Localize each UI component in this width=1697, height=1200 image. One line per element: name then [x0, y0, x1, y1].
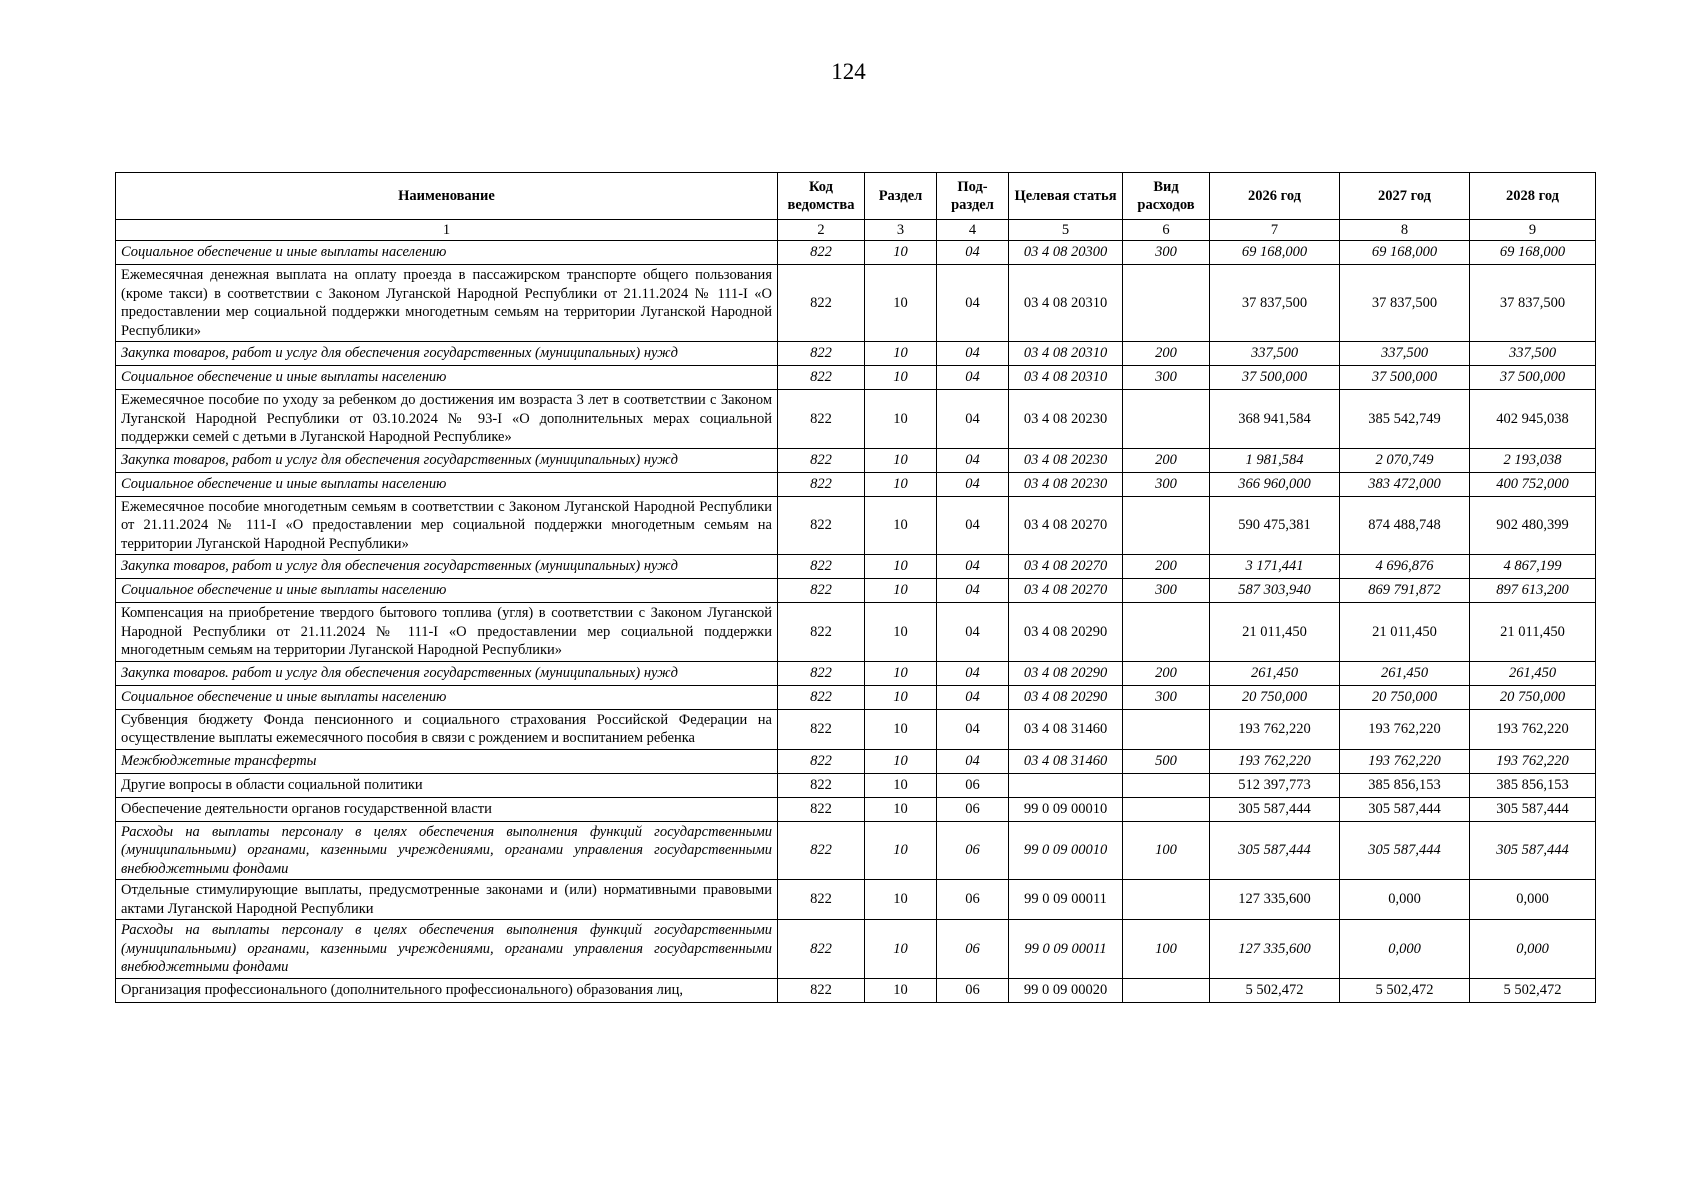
row-amount-2026: 337,500	[1210, 342, 1340, 366]
row-section: 10	[865, 773, 937, 797]
row-amount-2027: 874 488,748	[1340, 496, 1470, 555]
row-expense-type	[1123, 496, 1210, 555]
row-amount-2028: 2 193,038	[1470, 448, 1596, 472]
row-amount-2026: 305 587,444	[1210, 821, 1340, 880]
row-subsection: 06	[937, 797, 1009, 821]
table-row	[116, 821, 1596, 880]
row-dept-code: 822	[778, 448, 865, 472]
row-dept-code: 822	[778, 661, 865, 685]
column-number: 6	[1123, 220, 1210, 241]
row-section: 10	[865, 749, 937, 773]
row-name: Другие вопросы в области социальной политики	[116, 773, 778, 797]
row-amount-2027: 21 011,450	[1340, 603, 1470, 662]
row-amount-2027: 869 791,872	[1340, 579, 1470, 603]
row-name: Социальное обеспечение и иные выплаты населению	[116, 472, 778, 496]
row-section: 10	[865, 496, 937, 555]
row-expense-type: 300	[1123, 241, 1210, 265]
table-body	[116, 241, 1596, 1003]
row-amount-2028: 69 168,000	[1470, 241, 1596, 265]
row-dept-code: 822	[778, 880, 865, 920]
row-dept-code: 822	[778, 978, 865, 1002]
row-amount-2028: 902 480,399	[1470, 496, 1596, 555]
row-amount-2027: 261,450	[1340, 661, 1470, 685]
row-dept-code: 822	[778, 920, 865, 979]
table-row	[116, 342, 1596, 366]
row-section: 10	[865, 685, 937, 709]
row-amount-2028: 261,450	[1470, 661, 1596, 685]
row-section: 10	[865, 265, 937, 342]
table-row	[116, 773, 1596, 797]
row-dept-code: 822	[778, 709, 865, 749]
row-dept-code: 822	[778, 342, 865, 366]
row-amount-2028: 337,500	[1470, 342, 1596, 366]
row-section: 10	[865, 709, 937, 749]
row-name: Ежемесячное пособие по уходу за ребенком до достижения им возраста 3 лет в соответствии с Законом Луганской Народной Республики от 03.10.2024 № 93-I «О дополнительных мерах социальной поддержки семей с детьми в Луганской Народной Республике»	[116, 390, 778, 449]
row-amount-2027: 385 542,749	[1340, 390, 1470, 449]
row-dept-code: 822	[778, 685, 865, 709]
header-row	[116, 173, 1596, 220]
column-number: 7	[1210, 220, 1340, 241]
row-expense-type: 300	[1123, 366, 1210, 390]
row-subsection: 04	[937, 685, 1009, 709]
row-name: Ежемесячное пособие многодетным семьям в соответствии с Законом Луганской Народной Республики от 21.11.2024 № 111-I «О предоставлении мер социальной поддержки многодетным семьям на территории Луганской Народной Республики»	[116, 496, 778, 555]
row-subsection: 04	[937, 265, 1009, 342]
table-row	[116, 661, 1596, 685]
row-expense-type: 300	[1123, 579, 1210, 603]
row-expense-type	[1123, 880, 1210, 920]
row-name: Расходы на выплаты персоналу в целях обеспечения выполнения функций государственными (муниципальными) органами, казенными учреждениями, органами управления государственными внебюджетными фондами	[116, 821, 778, 880]
row-target-item: 03 4 08 20310	[1009, 342, 1123, 366]
row-name: Социальное обеспечение и иные выплаты населению	[116, 579, 778, 603]
row-expense-type: 500	[1123, 749, 1210, 773]
column-number: 3	[865, 220, 937, 241]
table-row	[116, 555, 1596, 579]
row-amount-2028: 385 856,153	[1470, 773, 1596, 797]
row-expense-type: 200	[1123, 661, 1210, 685]
table-row	[116, 390, 1596, 449]
table-row	[116, 603, 1596, 662]
row-amount-2028: 37 500,000	[1470, 366, 1596, 390]
row-amount-2027: 305 587,444	[1340, 797, 1470, 821]
row-amount-2027: 0,000	[1340, 920, 1470, 979]
row-section: 10	[865, 821, 937, 880]
row-section: 10	[865, 661, 937, 685]
row-dept-code: 822	[778, 390, 865, 449]
row-section: 10	[865, 448, 937, 472]
row-section: 10	[865, 579, 937, 603]
row-amount-2026: 20 750,000	[1210, 685, 1340, 709]
row-amount-2026: 69 168,000	[1210, 241, 1340, 265]
row-target-item: 99 0 09 00020	[1009, 978, 1123, 1002]
row-dept-code: 822	[778, 579, 865, 603]
table-row	[116, 978, 1596, 1002]
row-amount-2028: 402 945,038	[1470, 390, 1596, 449]
row-subsection: 04	[937, 448, 1009, 472]
row-subsection: 04	[937, 555, 1009, 579]
table-row	[116, 366, 1596, 390]
row-subsection: 04	[937, 496, 1009, 555]
row-name: Компенсация на приобретение твердого бытового топлива (угля) в соответствии с Законом Луганской Народной Республики от 21.11.2024 № 111-I «О предоставлении мер социальной поддержки многодетным семьям на территории Луганской Народной Республики»	[116, 603, 778, 662]
row-expense-type: 300	[1123, 472, 1210, 496]
row-target-item: 99 0 09 00011	[1009, 920, 1123, 979]
row-name: Отдельные стимулирующие выплаты, предусмотренные законами и (или) нормативными правовыми актами Луганской Народной Республики	[116, 880, 778, 920]
row-name: Закупка товаров, работ и услуг для обеспечения государственных (муниципальных) нужд	[116, 448, 778, 472]
row-amount-2026: 587 303,940	[1210, 579, 1340, 603]
row-name: Закупка товаров. работ и услуг для обеспечения государственных (муниципальных) нужд	[116, 661, 778, 685]
row-subsection: 04	[937, 661, 1009, 685]
row-name: Межбюджетные трансферты	[116, 749, 778, 773]
header-year-2026: 2026 год	[1210, 173, 1340, 220]
row-amount-2026: 193 762,220	[1210, 749, 1340, 773]
row-name: Обеспечение деятельности органов государственной власти	[116, 797, 778, 821]
row-amount-2027: 69 168,000	[1340, 241, 1470, 265]
row-amount-2028: 193 762,220	[1470, 749, 1596, 773]
table-row	[116, 241, 1596, 265]
row-name: Социальное обеспечение и иные выплаты населению	[116, 241, 778, 265]
row-expense-type	[1123, 773, 1210, 797]
row-subsection: 06	[937, 773, 1009, 797]
row-subsection: 04	[937, 366, 1009, 390]
row-expense-type	[1123, 265, 1210, 342]
row-target-item: 03 4 08 20300	[1009, 241, 1123, 265]
row-name: Организация профессионального (дополнительного профессионального) образования лиц,	[116, 978, 778, 1002]
row-amount-2027: 0,000	[1340, 880, 1470, 920]
row-amount-2027: 37 837,500	[1340, 265, 1470, 342]
row-amount-2026: 512 397,773	[1210, 773, 1340, 797]
row-expense-type	[1123, 709, 1210, 749]
row-amount-2026: 305 587,444	[1210, 797, 1340, 821]
table-row	[116, 265, 1596, 342]
column-number: 1	[116, 220, 778, 241]
row-dept-code: 822	[778, 472, 865, 496]
page-number: 124	[831, 59, 866, 84]
row-subsection: 06	[937, 920, 1009, 979]
row-target-item: 03 4 08 20290	[1009, 661, 1123, 685]
row-amount-2028: 400 752,000	[1470, 472, 1596, 496]
row-expense-type	[1123, 603, 1210, 662]
table-row	[116, 709, 1596, 749]
row-amount-2026: 590 475,381	[1210, 496, 1340, 555]
row-name: Субвенция бюджету Фонда пенсионного и социального страхования Российской Федерации на осуществление выплаты ежемесячного пособия в связи с рождением и воспитанием ребенка	[116, 709, 778, 749]
column-number: 2	[778, 220, 865, 241]
row-target-item: 03 4 08 20270	[1009, 579, 1123, 603]
row-expense-type: 300	[1123, 685, 1210, 709]
table-row	[116, 749, 1596, 773]
row-amount-2027: 2 070,749	[1340, 448, 1470, 472]
row-name: Ежемесячная денежная выплата на оплату проезда в пассажирском транспорте общего пользования (кроме такси) в соответствии с Законом Луганской Народной Республики от 21.11.2024 № 111-I «О предоставлении мер социальной поддержки многодетным семьям на территории Луганской Народной Республики»	[116, 265, 778, 342]
row-expense-type	[1123, 797, 1210, 821]
row-amount-2028: 4 867,199	[1470, 555, 1596, 579]
row-amount-2027: 383 472,000	[1340, 472, 1470, 496]
row-amount-2026: 21 011,450	[1210, 603, 1340, 662]
column-number: 9	[1470, 220, 1596, 241]
row-subsection: 06	[937, 880, 1009, 920]
table-row	[116, 685, 1596, 709]
row-amount-2026: 3 171,441	[1210, 555, 1340, 579]
row-target-item: 03 4 08 31460	[1009, 709, 1123, 749]
row-subsection: 04	[937, 749, 1009, 773]
row-amount-2026: 1 981,584	[1210, 448, 1340, 472]
header-year-2028: 2028 год	[1470, 173, 1596, 220]
row-dept-code: 822	[778, 603, 865, 662]
header-name: Наименование	[116, 173, 778, 220]
row-section: 10	[865, 342, 937, 366]
row-amount-2027: 5 502,472	[1340, 978, 1470, 1002]
row-subsection: 04	[937, 603, 1009, 662]
row-amount-2028: 37 837,500	[1470, 265, 1596, 342]
row-expense-type: 200	[1123, 448, 1210, 472]
row-target-item: 03 4 08 20270	[1009, 555, 1123, 579]
row-dept-code: 822	[778, 265, 865, 342]
row-amount-2027: 193 762,220	[1340, 709, 1470, 749]
column-number: 4	[937, 220, 1009, 241]
row-target-item: 03 4 08 20230	[1009, 390, 1123, 449]
row-name: Расходы на выплаты персоналу в целях обеспечения выполнения функций государственными (муниципальными) органами, казенными учреждениями, органами управления государственными внебюджетными фондами	[116, 920, 778, 979]
row-amount-2026: 368 941,584	[1210, 390, 1340, 449]
row-amount-2028: 0,000	[1470, 920, 1596, 979]
table-row	[116, 472, 1596, 496]
row-dept-code: 822	[778, 821, 865, 880]
header-target-item: Целевая статья	[1009, 173, 1123, 220]
row-amount-2026: 127 335,600	[1210, 880, 1340, 920]
row-dept-code: 822	[778, 773, 865, 797]
row-amount-2027: 193 762,220	[1340, 749, 1470, 773]
row-target-item	[1009, 773, 1123, 797]
row-subsection: 06	[937, 821, 1009, 880]
row-dept-code: 822	[778, 496, 865, 555]
row-subsection: 04	[937, 709, 1009, 749]
header-subsection: Под-раздел	[937, 173, 1009, 220]
row-amount-2028: 0,000	[1470, 880, 1596, 920]
row-name: Социальное обеспечение и иные выплаты населению	[116, 685, 778, 709]
row-section: 10	[865, 241, 937, 265]
row-target-item: 03 4 08 20310	[1009, 265, 1123, 342]
table-row	[116, 579, 1596, 603]
row-expense-type	[1123, 390, 1210, 449]
row-dept-code: 822	[778, 366, 865, 390]
row-dept-code: 822	[778, 555, 865, 579]
row-amount-2026: 5 502,472	[1210, 978, 1340, 1002]
row-amount-2028: 193 762,220	[1470, 709, 1596, 749]
row-subsection: 04	[937, 241, 1009, 265]
row-amount-2027: 385 856,153	[1340, 773, 1470, 797]
row-expense-type: 100	[1123, 821, 1210, 880]
row-section: 10	[865, 880, 937, 920]
row-expense-type: 200	[1123, 342, 1210, 366]
table-row	[116, 920, 1596, 979]
row-target-item: 03 4 08 20230	[1009, 472, 1123, 496]
row-amount-2026: 37 500,000	[1210, 366, 1340, 390]
row-amount-2028: 21 011,450	[1470, 603, 1596, 662]
header-dept-code: Код ведомства	[778, 173, 865, 220]
row-name: Закупка товаров, работ и услуг для обеспечения государственных (муниципальных) нужд	[116, 342, 778, 366]
row-section: 10	[865, 920, 937, 979]
row-amount-2026: 261,450	[1210, 661, 1340, 685]
row-target-item: 03 4 08 20310	[1009, 366, 1123, 390]
row-section: 10	[865, 390, 937, 449]
row-amount-2027: 20 750,000	[1340, 685, 1470, 709]
column-number-row	[116, 220, 1596, 241]
row-section: 10	[865, 978, 937, 1002]
table-row	[116, 496, 1596, 555]
row-section: 10	[865, 797, 937, 821]
row-amount-2028: 897 613,200	[1470, 579, 1596, 603]
row-target-item: 03 4 08 20290	[1009, 685, 1123, 709]
row-name: Социальное обеспечение и иные выплаты населению	[116, 366, 778, 390]
table-row	[116, 880, 1596, 920]
table-row	[116, 448, 1596, 472]
row-name: Закупка товаров, работ и услуг для обеспечения государственных (муниципальных) нужд	[116, 555, 778, 579]
row-amount-2027: 37 500,000	[1340, 366, 1470, 390]
row-amount-2028: 305 587,444	[1470, 797, 1596, 821]
row-section: 10	[865, 603, 937, 662]
header-expense-type: Вид расходов	[1123, 173, 1210, 220]
row-subsection: 04	[937, 342, 1009, 366]
row-expense-type	[1123, 978, 1210, 1002]
row-subsection: 04	[937, 472, 1009, 496]
budget-table	[115, 172, 1596, 1003]
row-target-item: 99 0 09 00011	[1009, 880, 1123, 920]
row-amount-2028: 5 502,472	[1470, 978, 1596, 1002]
row-dept-code: 822	[778, 797, 865, 821]
row-dept-code: 822	[778, 241, 865, 265]
row-target-item: 03 4 08 20290	[1009, 603, 1123, 662]
row-section: 10	[865, 555, 937, 579]
row-subsection: 04	[937, 390, 1009, 449]
row-target-item: 99 0 09 00010	[1009, 821, 1123, 880]
row-section: 10	[865, 366, 937, 390]
header-section: Раздел	[865, 173, 937, 220]
row-amount-2027: 4 696,876	[1340, 555, 1470, 579]
column-number: 8	[1340, 220, 1470, 241]
row-amount-2026: 193 762,220	[1210, 709, 1340, 749]
row-target-item: 03 4 08 20270	[1009, 496, 1123, 555]
row-amount-2026: 37 837,500	[1210, 265, 1340, 342]
row-amount-2026: 366 960,000	[1210, 472, 1340, 496]
row-subsection: 06	[937, 978, 1009, 1002]
row-amount-2028: 20 750,000	[1470, 685, 1596, 709]
row-section: 10	[865, 472, 937, 496]
column-number: 5	[1009, 220, 1123, 241]
row-target-item: 03 4 08 31460	[1009, 749, 1123, 773]
row-target-item: 99 0 09 00010	[1009, 797, 1123, 821]
row-amount-2026: 127 335,600	[1210, 920, 1340, 979]
table-row	[116, 797, 1596, 821]
row-subsection: 04	[937, 579, 1009, 603]
row-target-item: 03 4 08 20230	[1009, 448, 1123, 472]
row-amount-2028: 305 587,444	[1470, 821, 1596, 880]
header-year-2027: 2027 год	[1340, 173, 1470, 220]
row-expense-type: 200	[1123, 555, 1210, 579]
row-amount-2027: 337,500	[1340, 342, 1470, 366]
row-dept-code: 822	[778, 749, 865, 773]
row-expense-type: 100	[1123, 920, 1210, 979]
row-amount-2027: 305 587,444	[1340, 821, 1470, 880]
